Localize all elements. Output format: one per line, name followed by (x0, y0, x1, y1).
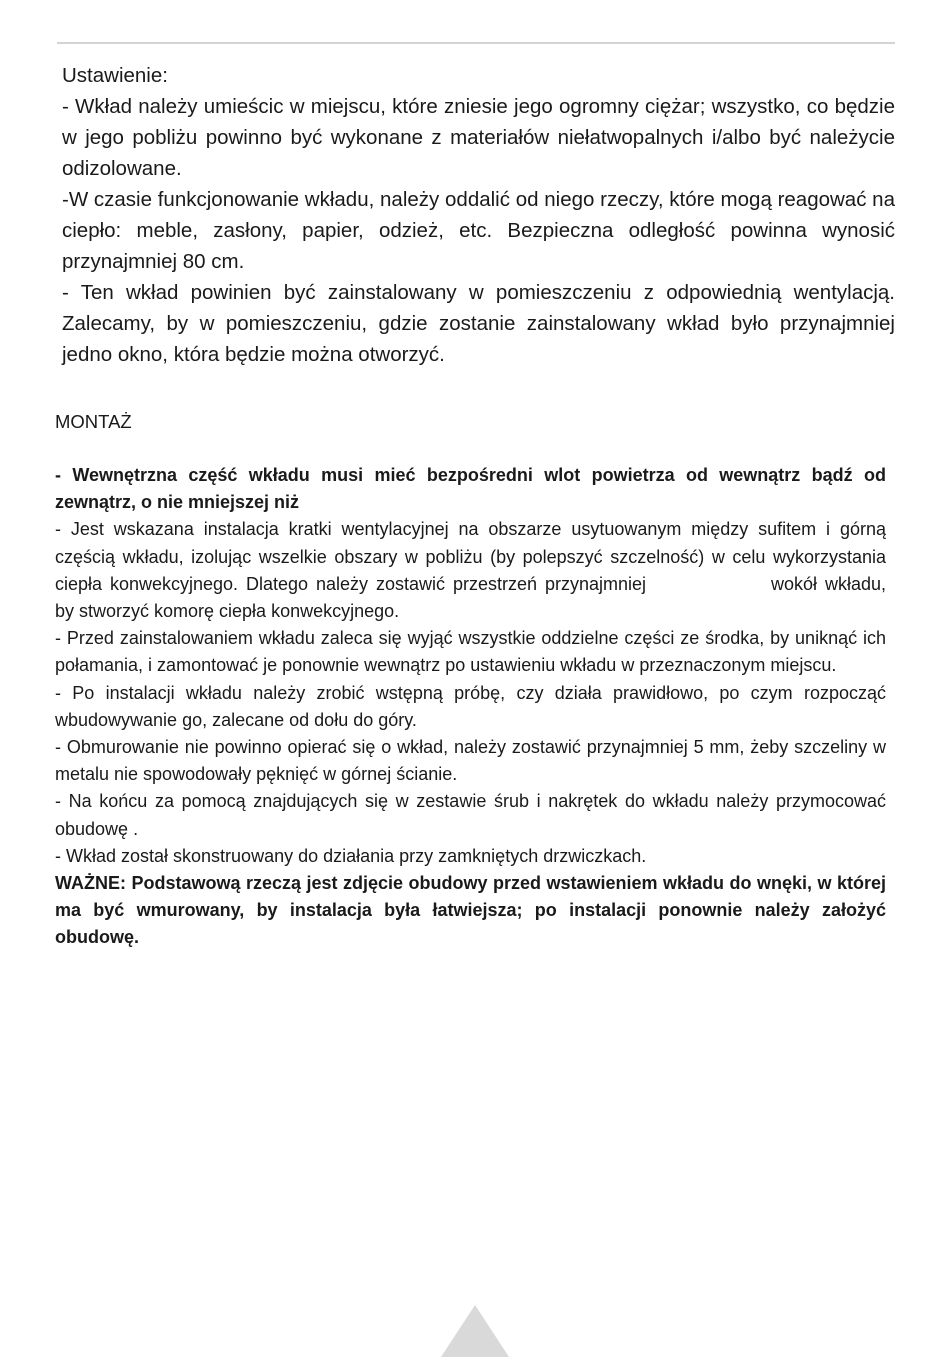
montaz-paragraph-7: - Wkład został skonstruowany do działania przy zamkniętych drzwiczkach. (55, 845, 647, 866)
montaz-heading: MONTAŻ (55, 411, 132, 432)
montaz-paragraph-2 (55, 516, 886, 625)
important-text: Podstawową rzeczą jest zdjęcie obudowy przed wstawieniem wkładu do wnęki, w której ma być wmurowany, by instalacja była łatwiejsza; po instalacji ponownie należy założyć obudowę. (55, 873, 886, 948)
montaz-paragraph-6: - Na końcu za pomocą znajdujących się w zestawie śrub i nakrętek do wkładu należy przymocować obudowę . (55, 791, 886, 839)
montaz-paragraph-2-text: - Jest wskazana instalacja kratki wentylacyjnej na obszarze usytuowanym między sufitem i górną częścią wkładu, izolując wszelkie obszary w pobliżu (by polepszyć szczelność) w celu wykorzystania ciepła konwekcyjnego. Dlatego należy zostawić przestrzeń przynajmniej (55, 519, 886, 594)
section-ustawienie (62, 60, 895, 370)
montaz-paragraph-2-tail: wokół wkładu, by stworzyć komorę ciepła konwekcyjnego. (55, 573, 886, 622)
montaz-paragraph-3: - Przed zainstalowaniem wkładu zaleca się wyjąć wszystkie oddzielne części ze środka, by uniknąć ich połamania, i zamontować je ponownie wewnątrz po ustawieniu wkładu w przeznaczonym miejscu. (55, 628, 886, 676)
ustawienie-paragraph-1: - Wkład należy umieścic w miejscu, które zniesie jego ogromny ciężar; wszystko, co będzie w jego pobliżu powinno być wykonane z materiałów niełatwopalnych i/albo być należycie odizolowane. (62, 95, 895, 180)
montaz-paragraph-1: - Wewnętrzna część wkładu musi mieć bezpośredni wlot powietrza od wewnątrz bądź od zewnątrz, o nie mniejszej niż (55, 465, 886, 513)
triangle-up-icon[interactable] (441, 1305, 509, 1357)
important-label: WAŻNE: (55, 873, 126, 894)
important-note (55, 870, 886, 952)
montaz-paragraph-4: - Po instalacji wkładu należy zrobić wstępną próbę, czy działa prawidłowo, po czym rozpocząć wbudowywanie go, zalecane od dołu do góry. (55, 682, 886, 730)
section-montaz (55, 462, 886, 952)
ustawienie-heading: Ustawienie: (62, 64, 168, 87)
ustawienie-paragraph-2: -W czasie funkcjonowanie wkładu, należy oddalić od niego rzeczy, które mogą reagować na ciepło: meble, zasłony, papier, odzież, etc. Bezpieczna odległość powinna wynosić przynajmniej 80 cm. (62, 188, 895, 273)
montaz-paragraph-5: - Obmurowanie nie powinno opierać się o wkład, należy zostawić przynajmniej 5 mm, żeby szczeliny w metalu nie spowodowały pęknięć w górnej ścianie. (55, 737, 886, 785)
ustawienie-paragraph-3: - Ten wkład powinien być zainstalowany w pomieszczeniu z odpowiednią wentylacją. Zalecamy, by w pomieszczeniu, gdzie zostanie zainstalowany wkład było przynajmniej jedno okno, która będzie można otworzyć. (62, 281, 895, 366)
top-divider (57, 42, 895, 44)
